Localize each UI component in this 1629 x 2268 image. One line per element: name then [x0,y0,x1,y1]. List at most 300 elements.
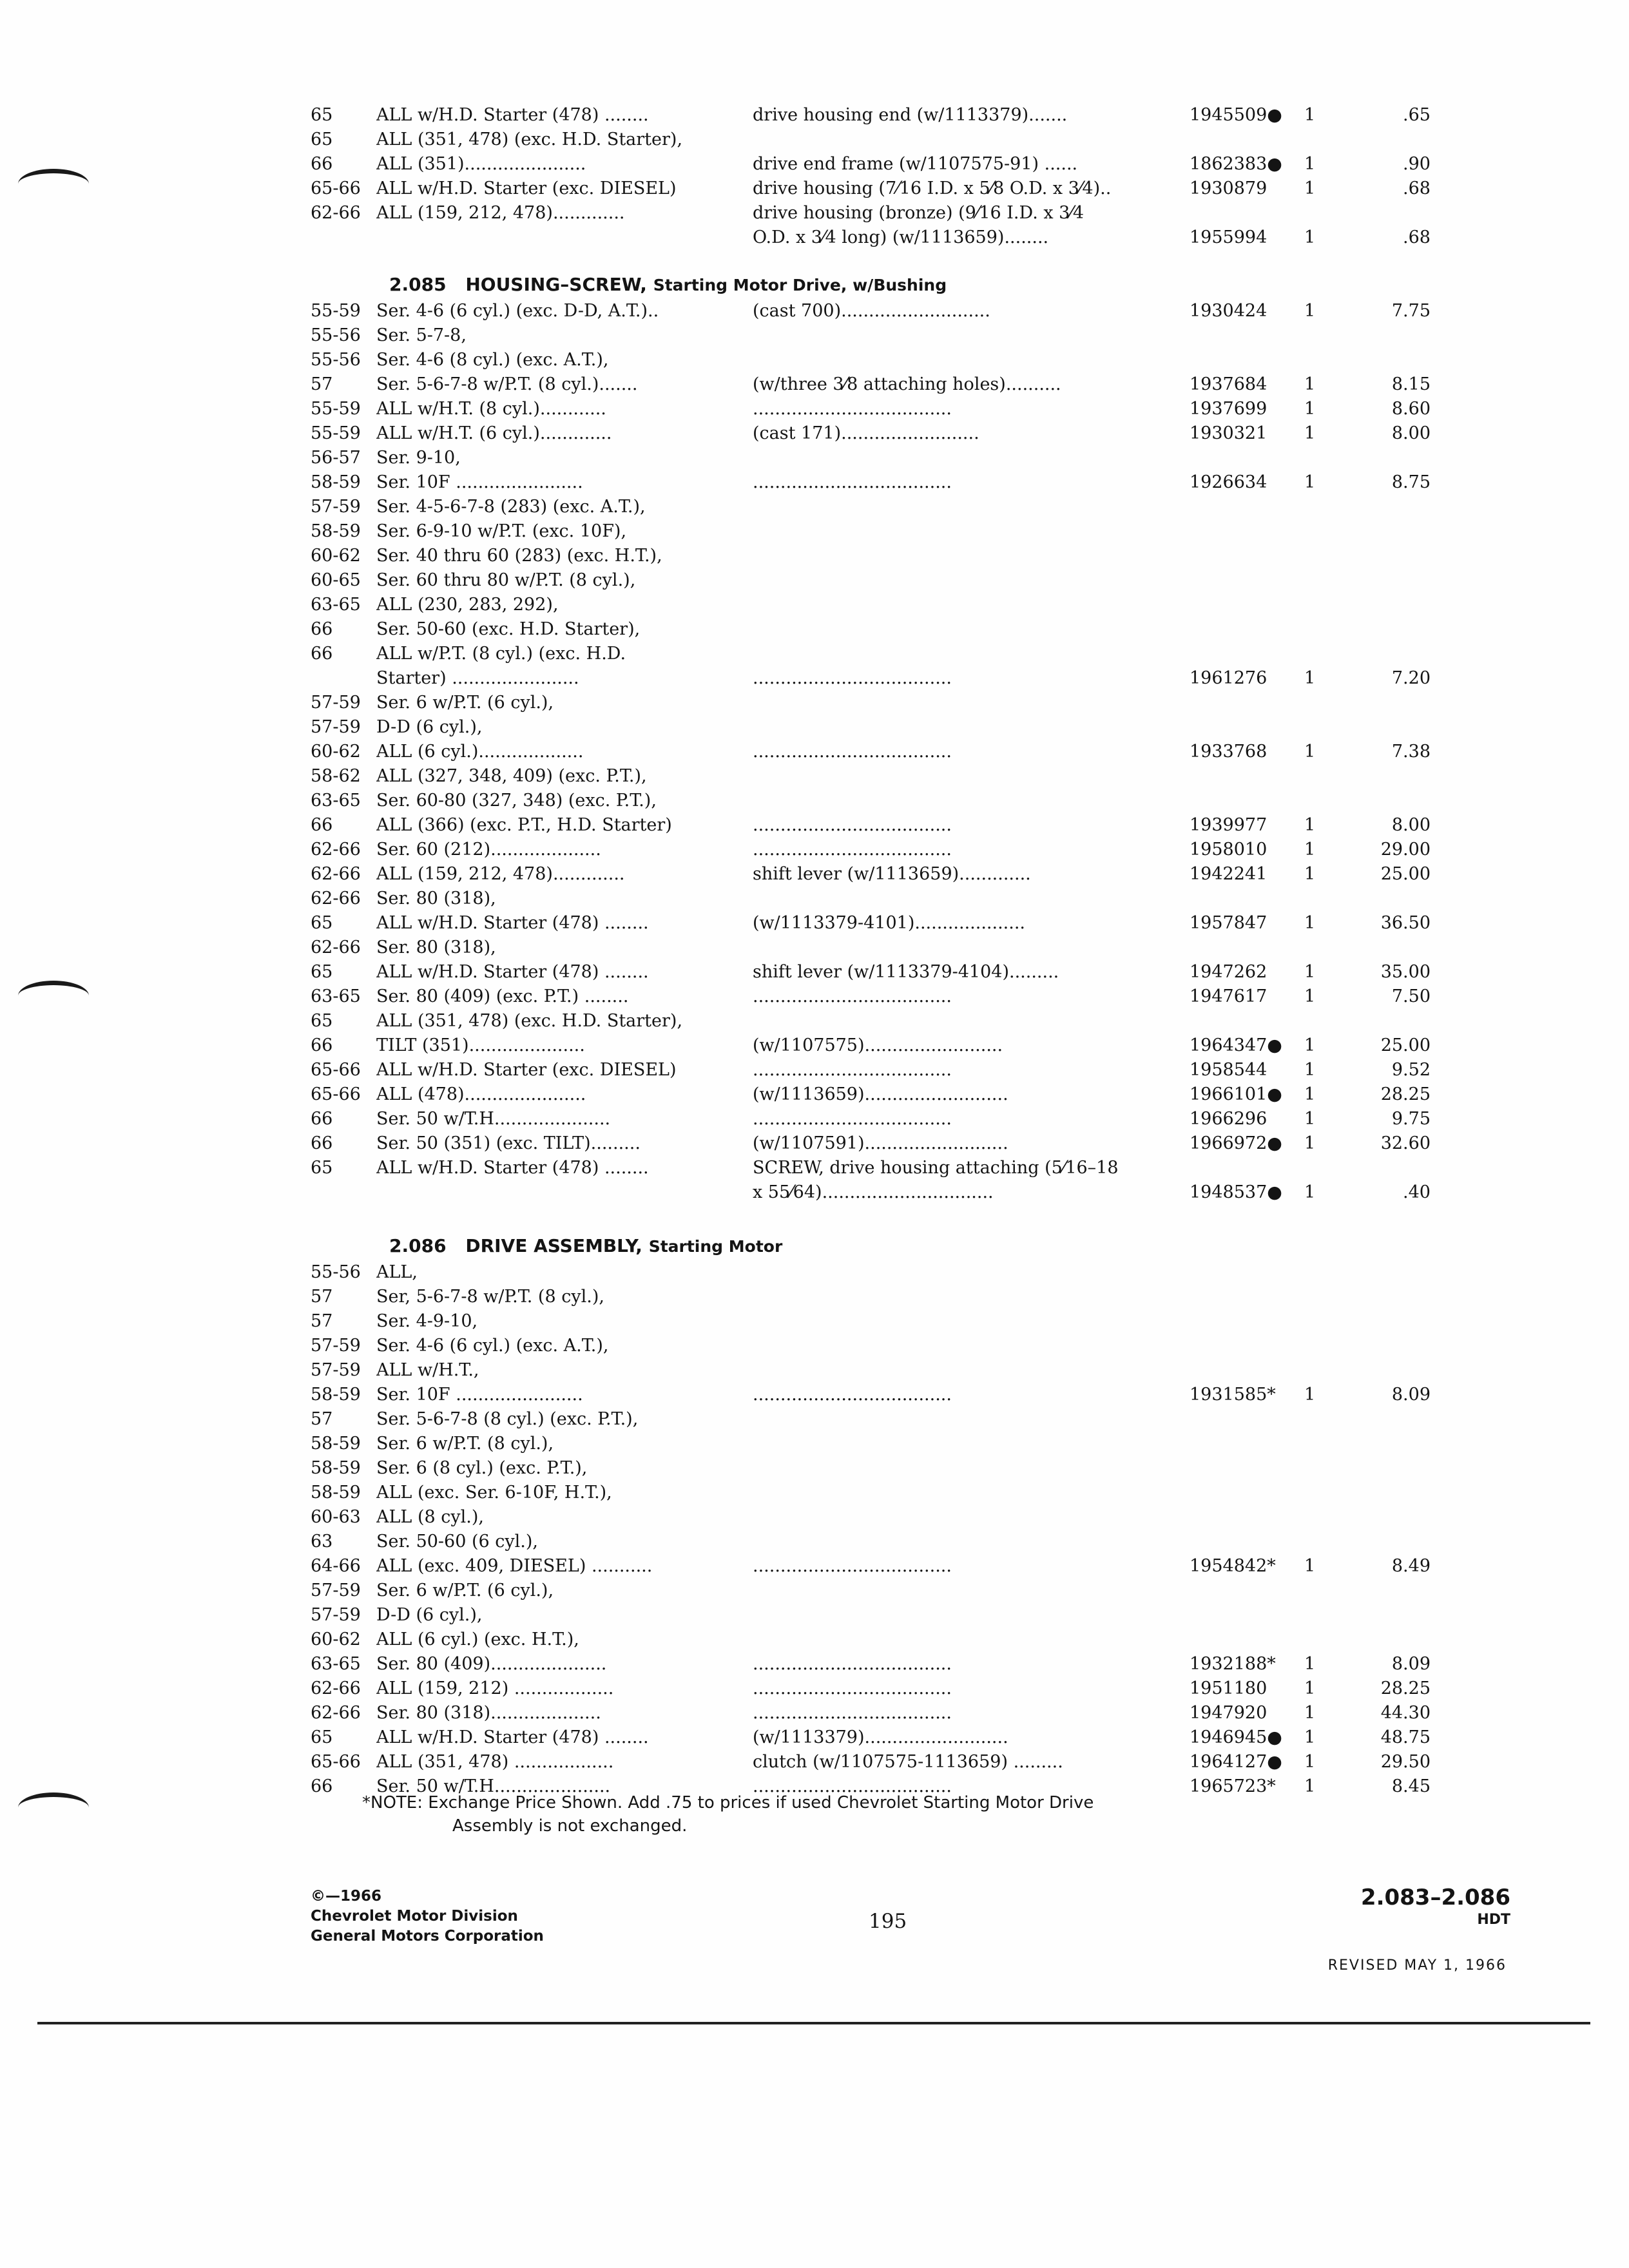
applicability-cell: Ser. 50-60 (6 cyl.), [376,1532,539,1552]
applicability-cell: Ser. 80 (318), [376,889,496,908]
applicability-cell: ALL w/H.T., [376,1360,479,1380]
applicability-cell: Ser. 80 (409) (exc. P.T.) ........ [376,986,629,1006]
price-cell: 8.00 [1391,815,1431,835]
description-cell: (w/1107591).......................... [753,1133,1008,1153]
table-row [0,617,1629,642]
price-cell: .65 [1403,105,1431,125]
price-cell: .68 [1403,227,1431,247]
price-cell: 28.25 [1380,1678,1431,1698]
applicability-cell: ALL (8 cyl.), [376,1507,484,1527]
table-row [0,103,1629,128]
applicability-cell: Ser. 50 w/T.H..................... [376,1109,611,1129]
table-row [0,887,1629,911]
model-year-cell: 55-59 [311,301,361,321]
section-code: HDT [1477,1912,1510,1928]
applicability-cell: Ser. 10F ....................... [376,1385,583,1405]
applicability-cell: D-D (6 cyl.), [376,1605,483,1625]
model-year-cell: 57-59 [311,717,361,737]
model-year-cell: 58-59 [311,1458,361,1478]
continuation-table [0,103,1629,250]
applicability-cell: Ser. 60 thru 80 w/P.T. (8 cyl.), [376,570,636,590]
model-year-cell: 55-56 [311,1262,361,1282]
table-row [0,1579,1629,1603]
applicability-cell: Ser. 6 (8 cyl.) (exc. P.T.), [376,1458,588,1478]
table-row [0,862,1629,887]
table-row [0,764,1629,789]
applicability-cell: ALL w/H.D. Starter (exc. DIESEL) [376,1060,677,1080]
model-year-cell: 66 [311,1109,333,1129]
model-year-cell: 63-65 [311,595,361,615]
price-cell: .68 [1403,178,1431,198]
quantity-cell: 1 [1304,1678,1316,1698]
applicability-cell: Ser. 4-6 (6 cyl.) (exc. D-D, A.T.).. [376,301,659,321]
description-cell: (w/three 3⁄8 attaching holes).......... [753,374,1061,394]
table-row [0,1750,1629,1774]
model-year-cell: 58-59 [311,521,361,541]
applicability-cell: ALL, [376,1262,418,1282]
quantity-cell: 1 [1304,1385,1316,1405]
applicability-cell: ALL (159, 212, 478)............. [376,203,625,223]
table-row [0,348,1629,372]
table-row [0,519,1629,544]
applicability-cell: ALL w/H.D. Starter (478) ........ [376,1727,649,1747]
description-cell: .................................... [753,1556,952,1576]
applicability-cell: ALL (351)...................... [376,154,586,174]
model-year-cell: 63 [311,1532,333,1552]
model-year-cell: 58-59 [311,1434,361,1454]
price-cell: 28.25 [1380,1084,1431,1104]
quantity-cell: 1 [1304,301,1316,321]
applicability-cell: Ser. 50-60 (exc. H.D. Starter), [376,619,641,639]
applicability-cell: Ser. 60-80 (327, 348) (exc. P.T.), [376,791,657,811]
table-row [0,593,1629,617]
applicability-cell: Ser. 60 (212).................... [376,840,601,860]
part-number-cell: 1948537● [1190,1182,1282,1202]
model-year-cell: 63-65 [311,791,361,811]
quantity-cell: 1 [1304,1654,1316,1674]
model-year-cell: 62-66 [311,840,361,860]
table-row [0,1407,1629,1432]
table-row [0,1554,1629,1579]
table-row [0,177,1629,201]
model-year-cell: 57-59 [311,497,361,517]
description-cell: (w/1113379-4101).................... [753,913,1026,933]
table-row [0,226,1629,250]
description-cell: (w/1113659).......................... [753,1084,1008,1104]
model-year-cell: 62-66 [311,864,361,884]
table-row [0,838,1629,862]
note-line-2: Assembly is not exchanged. [452,1816,688,1836]
applicability-cell: Ser. 10F ....................... [376,472,583,492]
parts-table [0,299,1629,1205]
part-number-cell: 1961276 [1190,668,1268,688]
part-number-cell: 1957847 [1190,913,1268,933]
applicability-cell: Ser. 5-6-7-8 w/P.T. (8 cyl.)....... [376,374,638,394]
table-row [0,1107,1629,1131]
part-number-cell: 1965723* [1190,1776,1276,1796]
quantity-cell: 1 [1304,668,1316,688]
quantity-cell: 1 [1304,840,1316,860]
applicability-cell: Ser. 5-6-7-8 (8 cyl.) (exc. P.T.), [376,1409,639,1429]
table-row [0,813,1629,838]
part-number-cell: 1954842* [1190,1556,1276,1576]
quantity-cell: 1 [1304,913,1316,933]
applicability-cell: Ser. 4-6 (6 cyl.) (exc. A.T.), [376,1336,609,1356]
table-row [0,1131,1629,1156]
section-subheading: Starting Motor [648,1237,783,1256]
model-year-cell: 63-65 [311,1654,361,1674]
quantity-cell: 1 [1304,1035,1316,1055]
table-row [0,446,1629,470]
description-cell: .................................... [753,1776,952,1796]
quantity-cell: 1 [1304,1776,1316,1796]
price-cell: 7.75 [1391,301,1431,321]
description-cell: drive end frame (w/1107575-91) ...... [753,154,1078,174]
section-range: 2.083–2.086 [1360,1885,1510,1910]
note-line-1: *NOTE: Exchange Price Shown. Add .75 to prices if used Chevrolet Starting Motor Drive [362,1793,1094,1812]
model-year-cell: 62-66 [311,1703,361,1723]
table-row [0,397,1629,421]
table-row [0,1652,1629,1677]
model-year-cell: 57-59 [311,1360,361,1380]
model-year-cell: 66 [311,1035,333,1055]
applicability-cell: Ser. 50 w/T.H..................... [376,1776,611,1796]
table-row [0,1505,1629,1530]
model-year-cell: 65-66 [311,1060,361,1080]
section-range-block [1361,1884,1510,1929]
quantity-cell: 1 [1304,1133,1316,1153]
price-cell: 7.38 [1391,742,1431,762]
price-cell: 8.75 [1391,472,1431,492]
price-cell: 36.50 [1380,913,1431,933]
price-cell: .90 [1403,154,1431,174]
table-row [0,1358,1629,1383]
model-year-cell: 55-56 [311,350,361,370]
quantity-cell: 1 [1304,1752,1316,1772]
applicability-cell: Ser. 4-5-6-7-8 (283) (exc. A.T.), [376,497,646,517]
price-cell: 9.75 [1391,1109,1431,1129]
applicability-cell: ALL (exc. 409, DIESEL) ........... [376,1556,653,1576]
description-cell: .................................... [753,986,952,1006]
applicability-cell: ALL w/H.D. Starter (exc. DIESEL) [376,178,677,198]
applicability-cell: ALL w/H.D. Starter (478) ........ [376,105,649,125]
quantity-cell: 1 [1304,105,1316,125]
applicability-cell: ALL (159, 212, 478)............. [376,864,625,884]
model-year-cell: 62-66 [311,889,361,908]
model-year-cell: 55-56 [311,325,361,345]
price-cell: 9.52 [1391,1060,1431,1080]
quantity-cell: 1 [1304,1109,1316,1129]
price-cell: .40 [1403,1182,1431,1202]
model-year-cell: 66 [311,154,333,174]
model-year-cell: 65-66 [311,1084,361,1104]
quantity-cell: 1 [1304,815,1316,835]
description-cell: O.D. x 3⁄4 long) (w/1113659)........ [753,227,1049,247]
model-year-cell: 60-63 [311,1507,361,1527]
model-year-cell: 66 [311,815,333,835]
table-row [0,1309,1629,1334]
table-row [0,495,1629,519]
table-row [0,1432,1629,1456]
table-row [0,201,1629,226]
model-year-cell: 65 [311,130,333,149]
description-cell: .................................... [753,815,952,835]
section-heading-text: HOUSING–SCREW, [465,274,647,295]
applicability-cell: ALL (6 cyl.)................... [376,742,584,762]
part-number-cell: 1930879 [1190,178,1268,198]
applicability-cell: Ser. 80 (318).................... [376,1703,601,1723]
table-row [0,715,1629,740]
price-cell: 8.09 [1391,1654,1431,1674]
price-cell: 7.50 [1391,986,1431,1006]
model-year-cell: 55-59 [311,423,361,443]
part-number-cell: 1862383● [1190,154,1282,174]
part-number-cell: 1947617 [1190,986,1268,1006]
model-year-cell: 57 [311,1311,333,1331]
quantity-cell: 1 [1304,472,1316,492]
description-cell: SCREW, drive housing attaching (5⁄16–18 [753,1158,1119,1178]
table-row [0,544,1629,568]
quantity-cell: 1 [1304,1084,1316,1104]
description-cell: .................................... [753,472,952,492]
model-year-cell: 60-65 [311,570,361,590]
applicability-cell: ALL w/H.T. (6 cyl.)............. [376,423,612,443]
description-cell: .................................... [753,1109,952,1129]
applicability-cell: Ser. 9-10, [376,448,461,468]
price-cell: 32.60 [1380,1133,1431,1153]
table-row [0,152,1629,177]
part-number-cell: 1964127● [1190,1752,1282,1772]
table-row [0,1058,1629,1082]
table-row [0,1156,1629,1180]
table-row [0,1725,1629,1750]
description-cell: drive housing end (w/1113379)....... [753,105,1068,125]
table-row [0,985,1629,1009]
model-year-cell: 57 [311,1287,333,1307]
applicability-cell: Ser. 40 thru 60 (283) (exc. H.T.), [376,546,662,566]
model-year-cell: 65 [311,1727,333,1747]
parts-table [0,1260,1629,1799]
table-row [0,128,1629,152]
model-year-cell: 57 [311,1409,333,1429]
model-year-cell: 57-59 [311,1336,361,1356]
table-row [0,1334,1629,1358]
part-number-cell: 1947920 [1190,1703,1268,1723]
applicability-cell: Ser. 6 w/P.T. (6 cyl.), [376,693,554,713]
part-number-cell: 1951180 [1190,1678,1268,1698]
model-year-cell: 66 [311,619,333,639]
model-year-cell: 66 [311,1133,333,1153]
description-cell: shift lever (w/1113659)............. [753,864,1031,884]
part-number-cell: 1930424 [1190,301,1268,321]
description-cell: .................................... [753,1678,952,1698]
table-row [0,372,1629,397]
model-year-cell: 60-62 [311,546,361,566]
description-cell: .................................... [753,840,952,860]
applicability-cell: D-D (6 cyl.), [376,717,483,737]
price-cell: 8.15 [1391,374,1431,394]
applicability-cell: ALL (159, 212) .................. [376,1678,614,1698]
section-heading [0,271,1629,299]
quantity-cell: 1 [1304,227,1316,247]
description-cell: (cast 171)......................... [753,423,979,443]
applicability-cell: ALL w/H.D. Starter (478) ........ [376,1158,649,1178]
model-year-cell: 62-66 [311,937,361,957]
quantity-cell: 1 [1304,423,1316,443]
table-row [0,1677,1629,1701]
model-year-cell: 55-59 [311,399,361,419]
exchange-note [362,1791,1316,1838]
model-year-cell: 65 [311,1011,333,1031]
table-row [0,1260,1629,1285]
applicability-cell: ALL (351, 478) (exc. H.D. Starter), [376,1011,683,1031]
applicability-cell: ALL (6 cyl.) (exc. H.T.), [376,1629,579,1649]
table-row [0,568,1629,593]
model-year-cell: 57-59 [311,1581,361,1600]
applicability-cell: ALL (366) (exc. P.T., H.D. Starter) [376,815,672,835]
model-year-cell: 65 [311,105,333,125]
applicability-cell: ALL w/H.D. Starter (478) ........ [376,913,649,933]
division-name: Chevrolet Motor Division [311,1908,518,1925]
table-row [0,421,1629,446]
model-year-cell: 64-66 [311,1556,361,1576]
table-row [0,740,1629,764]
table-row [0,666,1629,691]
section-subheading: Starting Motor Drive, w/Bushing [653,276,947,294]
model-year-cell: 66 [311,644,333,664]
section-number: 2.086 [389,1235,447,1256]
table-row [0,323,1629,348]
part-number-cell: 1966101● [1190,1084,1282,1104]
table-row [0,1603,1629,1628]
part-number-cell: 1955994 [1190,227,1268,247]
copyright: ©—1966 [311,1888,382,1905]
price-cell: 29.00 [1380,840,1431,860]
applicability-cell: Ser. 4-6 (8 cyl.) (exc. A.T.), [376,350,609,370]
description-cell: .................................... [753,1703,952,1723]
applicability-cell: ALL (478)...................... [376,1084,586,1104]
applicability-cell: ALL (exc. Ser. 6-10F, H.T.), [376,1483,612,1503]
price-cell: 29.50 [1380,1752,1431,1772]
model-year-cell: 57-59 [311,1605,361,1625]
model-year-cell: 58-62 [311,766,361,786]
model-year-cell: 58-59 [311,1483,361,1503]
part-number-cell: 1937699 [1190,399,1268,419]
model-year-cell: 62-66 [311,203,361,223]
price-cell: 25.00 [1380,864,1431,884]
price-cell: 8.00 [1391,423,1431,443]
bottom-rule [37,2022,1590,2024]
table-row [0,1701,1629,1725]
model-year-cell: 65-66 [311,178,361,198]
description-cell: (cast 700)........................... [753,301,990,321]
applicability-cell: Ser. 50 (351) (exc. TILT)......... [376,1133,641,1153]
table-row [0,936,1629,960]
part-number-cell: 1937684 [1190,374,1268,394]
description-cell: (w/1113379).......................... [753,1727,1008,1747]
description-cell: .................................... [753,1654,952,1674]
price-cell: 44.30 [1380,1703,1431,1723]
table-row [0,911,1629,936]
price-cell: 48.75 [1380,1727,1431,1747]
model-year-cell: 65 [311,1158,333,1178]
price-cell: 35.00 [1380,962,1431,982]
model-year-cell: 63-65 [311,986,361,1006]
applicability-cell: Ser. 6-9-10 w/P.T. (exc. 10F), [376,521,627,541]
price-cell: 8.09 [1391,1385,1431,1405]
table-row [0,642,1629,666]
part-number-cell: 1946945● [1190,1727,1282,1747]
part-number-cell: 1933768 [1190,742,1268,762]
quantity-cell: 1 [1304,154,1316,174]
model-year-cell: 57 [311,374,333,394]
part-number-cell: 1947262 [1190,962,1268,982]
model-year-cell: 65 [311,962,333,982]
quantity-cell: 1 [1304,1727,1316,1747]
table-row [0,1530,1629,1554]
table-row [0,1481,1629,1505]
quantity-cell: 1 [1304,742,1316,762]
part-number-cell: 1966972● [1190,1133,1282,1153]
quantity-cell: 1 [1304,178,1316,198]
quantity-cell: 1 [1304,374,1316,394]
applicability-cell: TILT (351)..................... [376,1035,585,1055]
table-row [0,1082,1629,1107]
table-row [0,1009,1629,1033]
quantity-cell: 1 [1304,962,1316,982]
table-row [0,1180,1629,1205]
model-year-cell: 57-59 [311,693,361,713]
price-cell: 8.60 [1391,399,1431,419]
part-number-cell: 1966296 [1190,1109,1268,1129]
applicability-cell: ALL (230, 283, 292), [376,595,559,615]
publisher-block [311,1887,544,1946]
description-cell: drive housing (bronze) (9⁄16 I.D. x 3⁄4 [753,203,1084,223]
quantity-cell: 1 [1304,1060,1316,1080]
description-cell: drive housing (7⁄16 I.D. x 5⁄8 O.D. x 3⁄4).. [753,178,1112,198]
quantity-cell: 1 [1304,1556,1316,1576]
quantity-cell: 1 [1304,864,1316,884]
part-number-cell: 1930321 [1190,423,1268,443]
applicability-cell: Ser. 4-9-10, [376,1311,478,1331]
table-row [0,299,1629,323]
model-year-cell: 60-62 [311,742,361,762]
part-number-cell: 1958010 [1190,840,1268,860]
revision-date: REVISED MAY 1, 1966 [1327,1957,1507,1974]
description-cell: .................................... [753,1385,952,1405]
price-cell: 25.00 [1380,1035,1431,1055]
part-number-cell: 1942241 [1190,864,1268,884]
description-cell: .................................... [753,668,952,688]
part-number-cell: 1958544 [1190,1060,1268,1080]
quantity-cell: 1 [1304,399,1316,419]
model-year-cell: 62-66 [311,1678,361,1698]
applicability-cell: ALL (351, 478) .................. [376,1752,614,1772]
description-cell: x 55⁄64)............................... [753,1182,994,1202]
table-row [0,1383,1629,1407]
table-row [0,691,1629,715]
model-year-cell: 65 [311,913,333,933]
applicability-cell: ALL (327, 348, 409) (exc. P.T.), [376,766,647,786]
applicability-cell: ALL w/H.T. (8 cyl.)............ [376,399,606,419]
section-heading [0,1232,1629,1260]
description-cell: .................................... [753,399,952,419]
applicability-cell: Ser, 5-6-7-8 w/P.T. (8 cyl.), [376,1287,604,1307]
quantity-cell: 1 [1304,1182,1316,1202]
applicability-cell: Starter) ....................... [376,668,579,688]
model-year-cell: 58-59 [311,1385,361,1405]
model-year-cell: 58-59 [311,472,361,492]
